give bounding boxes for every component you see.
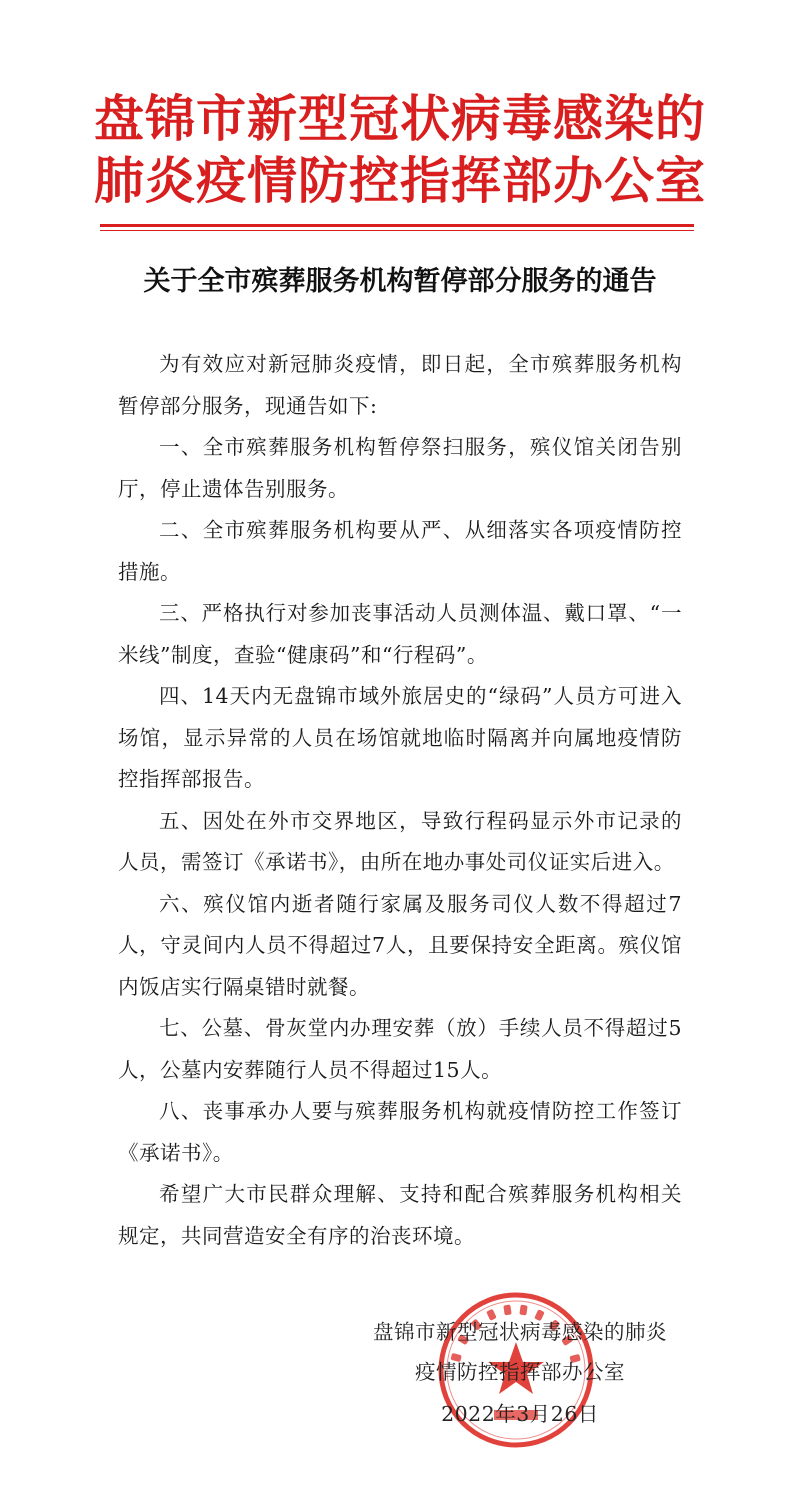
- header-title-line1: 盘锦市新型冠状病毒感染的: [94, 90, 706, 148]
- paragraph-item-6: 六、殡仪馆内逝者随行家属及服务司仪人数不得超过7人，守灵间内人员不得超过7人，且要保持安全距离。殡仪馆内饭店实行隔桌错时就餐。: [118, 891, 682, 999]
- header-rule-thick: [100, 224, 694, 227]
- paragraph-item-1: 一、全市殡葬服务机构暂停祭扫服务，殡仪馆关闭告别厅，停止遗体告别服务。: [118, 435, 682, 501]
- paragraph-item-3: 三、严格执行对参加丧事活动人员测体温、戴口罩、“一米线”制度，查验“健康码”和“行程码”。: [118, 601, 682, 667]
- paragraph-item-2: 二、全市殡葬服务机构要从严、从细落实各项疫情防控措施。: [118, 518, 682, 584]
- signature-line1: 盘锦市新型冠状病毒感染的肺炎: [373, 1320, 667, 1344]
- paragraph-intro: 为有效应对新冠肺炎疫情，即日起，全市殡葬服务机构暂停部分服务，现通告如下:: [118, 352, 682, 418]
- paragraph-item-4: 四、14天内无盘锦市域外旅居史的“绿码”人员方可进入场馆，显示异常的人员在场馆就地临时隔离并向属地疫情防控指挥部报告。: [118, 684, 682, 791]
- header-title-line2: 肺炎疫情防控指挥部办公室: [94, 152, 706, 210]
- paragraph-item-7: 七、公墓、骨灰堂内办理安葬（放）手续人员不得超过5人，公墓内安葬随行人员不得超过15人。: [118, 1016, 682, 1082]
- notice-body: [118, 344, 682, 1257]
- signature-line2: 疫情防控指挥部办公室: [415, 1360, 625, 1384]
- paragraph-item-8: 八、丧事承办人要与殡葬服务机构就疫情防控工作签订《承诺书》。: [118, 1099, 682, 1165]
- paragraph-item-5: 五、因处在外市交界地区，导致行程码显示外市记录的人员，需签订《承诺书》，由所在地办事处司仪证实后进入。: [118, 808, 682, 874]
- notice-title: 关于全市殡葬服务机构暂停部分服务的通告: [143, 266, 657, 297]
- header-rule-thin: [100, 230, 694, 231]
- paragraph-closing: 希望广大市民群众理解、支持和配合殡葬服务机构相关规定，共同营造安全有序的治丧环境。: [118, 1182, 682, 1248]
- signature-date: 2022年3月26日: [441, 1402, 599, 1426]
